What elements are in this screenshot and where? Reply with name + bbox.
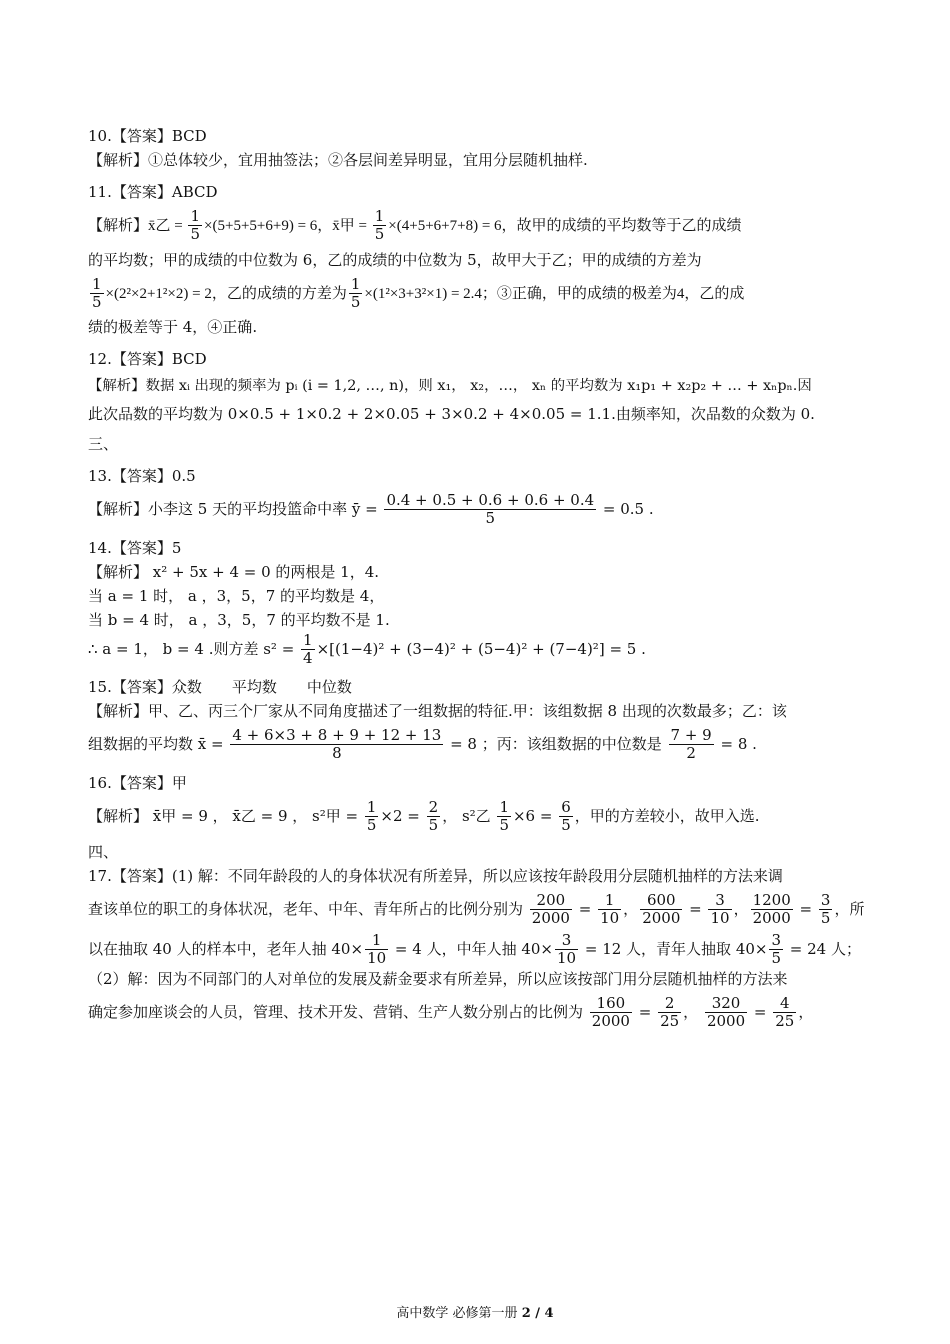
footer-title: 高中数学 必修第一册 (396, 1306, 522, 1321)
page-footer (0, 1302, 950, 1321)
fraction: $\frac{1}{5}$ (374, 207, 385, 244)
q14-analysis-line2: 当 a = 1 时， a ，3，5，7 的平均数是 4， (88, 586, 385, 605)
fraction: $\frac{2}{5}$ (428, 797, 439, 834)
q11-analysis-line3: $\frac{1}{5}$ ×(2²×2+1²×2) = 2，乙的成绩的方差为 $\frac{1}{5}$ ×(1²×3+3²×1) = 2.4；③正确，甲的成绩的极差为4，乙的成 (92, 274, 745, 311)
page-number: 2 / 4 (521, 1306, 554, 1321)
q11-analysis-line1: 【解析】x̄乙 = $\frac{1}{5}$ ×(5+5+5+6+9) = 6，x̄甲 = $\frac{1}{5}$ ×(4+5+6+7+8) = 6，故甲的成绩的平均数等于乙的成绩 (88, 207, 742, 244)
q17-line2: 查该单位的职工的身体状况，老年、中年、青年所占的比例分别为 $\frac{200}{2000}$ = $\frac{1}{10}$ ， $\frac{600}{2000}$ = $\frac{3}{10}$ ， $\frac{1200}{2000}$ = $\frac{3}{5}$ ，所 (88, 891, 865, 928)
section-three-heading: 三、 (88, 435, 119, 454)
q17-line3: 以在抽取 40 人的样本中，老年人抽 40× $\frac{1}{10}$ = 4 人，中年人抽 40× $\frac{3}{10}$ = 12 人，青年人抽取 40× $\frac{3}{5}$ = 24 人； (88, 930, 861, 967)
q14-answer: 14.【答案】5 (88, 538, 182, 557)
q17-line4: （2）解：因为不同部门的人对单位的发展及薪金要求有所差异，所以应该按部门用分层随机抽样的方法来 (88, 970, 788, 989)
q15-answer: 15.【答案】众数 平均数 中位数 (88, 678, 352, 697)
fraction: $\frac{4}{25}$ (775, 994, 795, 1031)
fraction: $\frac{1}{5}$ (366, 797, 377, 834)
q11-analysis-line4: 绩的极差等于 4，④正确. (88, 318, 258, 336)
q10-answer: 10.【答案】BCD (88, 127, 207, 145)
q17-line1: 17.【答案】(1) 解：不同年龄段的人的身体状况有所差异，所以应该按年龄段用分层随机抽样的方法来调 (88, 867, 783, 886)
fraction: $\frac{2}{25}$ (660, 994, 680, 1031)
document-body (88, 116, 866, 1031)
q11-answer: 11.【答案】ABCD (88, 183, 218, 201)
q16-answer: 16.【答案】甲 (88, 773, 187, 792)
q17-line5: 确定参加座谈会的人员，管理、技术开发、营销、生产人数分别占的比例为 $\frac{160}{2000}$ = $\frac{2}{25}$ ， $\frac{320}{2000}$ = $\frac{4}{25}$ ， (88, 994, 814, 1031)
q11-analysis-line2: 的平均数；甲的成绩的中位数为 6，乙的成绩的中位数为 5，故甲大于乙；甲的成绩的方差为 (88, 250, 702, 269)
fraction: $\frac{7 + 9}{2}$ (670, 726, 712, 763)
fraction: $\frac{160}{2000}$ (591, 994, 630, 1031)
q12-analysis-line2: 此次品数的平均数为 0×0.5 + 1×0.2 + 2×0.05 + 3×0.2 + 4×0.05 = 1.1.由频率知，次品数的众数为 0. (88, 405, 815, 424)
q15-analysis-line2: 组数据的平均数 x̄ = $\frac{4 + 6\times 3 + 8 + 9 + 12 + 13}{8}$ = 8 ；丙：该组数据的中位数是 $\frac{7 + 9}{2}$ = 8 . (88, 726, 757, 763)
fraction: $\frac{4 + 6\times 3 + 8 + 9 + 12 + 13}{8}$ (232, 726, 442, 763)
q14-analysis-line3: 当 b = 4 时， a ，3，5，7 的平均数不是 1. (88, 610, 390, 629)
fraction: $\frac{0.4 + 0.5 + 0.6 + 0.6 + 0.4}{5}$ (386, 491, 595, 528)
fraction: $\frac{1}{5}$ (190, 207, 201, 244)
fraction: $\frac{3}{10}$ (710, 891, 730, 928)
section-four-heading: 四、 (88, 843, 119, 862)
q13-answer: 13.【答案】0.5 (88, 467, 196, 486)
fraction: $\frac{1}{10}$ (367, 930, 387, 967)
fraction: $\frac{3}{5}$ (820, 891, 831, 928)
fraction: $\frac{1}{10}$ (600, 891, 620, 928)
analysis-label: 【解析】 (88, 215, 149, 234)
q14-analysis-line1: 【解析】 x² + 5x + 4 = 0 的两根是 1，4. (88, 562, 380, 581)
fraction: $\frac{600}{2000}$ (642, 891, 681, 928)
q12-analysis-line1: 【解析】数据 xᵢ 出现的频率为 pᵢ (i = 1,2, …, n)，则 x₁， x₂，…， xₙ 的平均数为 x₁p₁ + x₂p₂ + … + xₙpₙ.因 (88, 378, 812, 394)
fraction: $\frac{3}{5}$ (771, 930, 782, 967)
fraction: $\frac{320}{2000}$ (706, 994, 746, 1031)
fraction: $\frac{1200}{2000}$ (752, 891, 791, 928)
fraction: $\frac{200}{2000}$ (531, 891, 570, 928)
fraction: $\frac{1}{5}$ (92, 274, 102, 311)
q15-analysis-line1: 【解析】甲、乙、丙三个厂家从不同角度描述了一组数据的特征.甲：该组数据 8 出现的次数最多；乙：该 (88, 702, 787, 721)
q16-analysis: 【解析】 x̄甲 = 9 ， x̄乙 = 9 ， s²甲 = $\frac{1}{5}$ ×2 = $\frac{2}{5}$ ， s²乙 $\frac{1}{5}$ ×6 = $\frac{6}{5}$ ，甲的方差较小，故甲入选. (88, 797, 760, 834)
q12-answer: 12.【答案】BCD (88, 350, 207, 368)
q14-analysis-line4: ∴ a = 1， b = 4 .则方差 s² = $\frac{1}{4}$ ×[(1−4)² + (3−4)² + (5−4)² + (7−4)²] = 5 . (88, 630, 646, 667)
fraction: $\frac{6}{5}$ (561, 797, 571, 834)
q13-analysis: 【解析】小李这 5 天的平均投篮命中率 ȳ = $\frac{0.4 + 0.5 + 0.6 + 0.6 + 0.4}{5}$ = 0.5 . (88, 491, 654, 528)
q10-analysis: 【解析】①总体较少，宜用抽签法；②各层间差异明显，宜用分层随机抽样. (88, 151, 588, 169)
fraction: $\frac{3}{10}$ (557, 930, 577, 967)
fraction: $\frac{1}{5}$ (350, 274, 361, 311)
fraction: $\frac{1}{5}$ (499, 797, 509, 834)
fraction: $\frac{1}{4}$ (303, 630, 313, 667)
